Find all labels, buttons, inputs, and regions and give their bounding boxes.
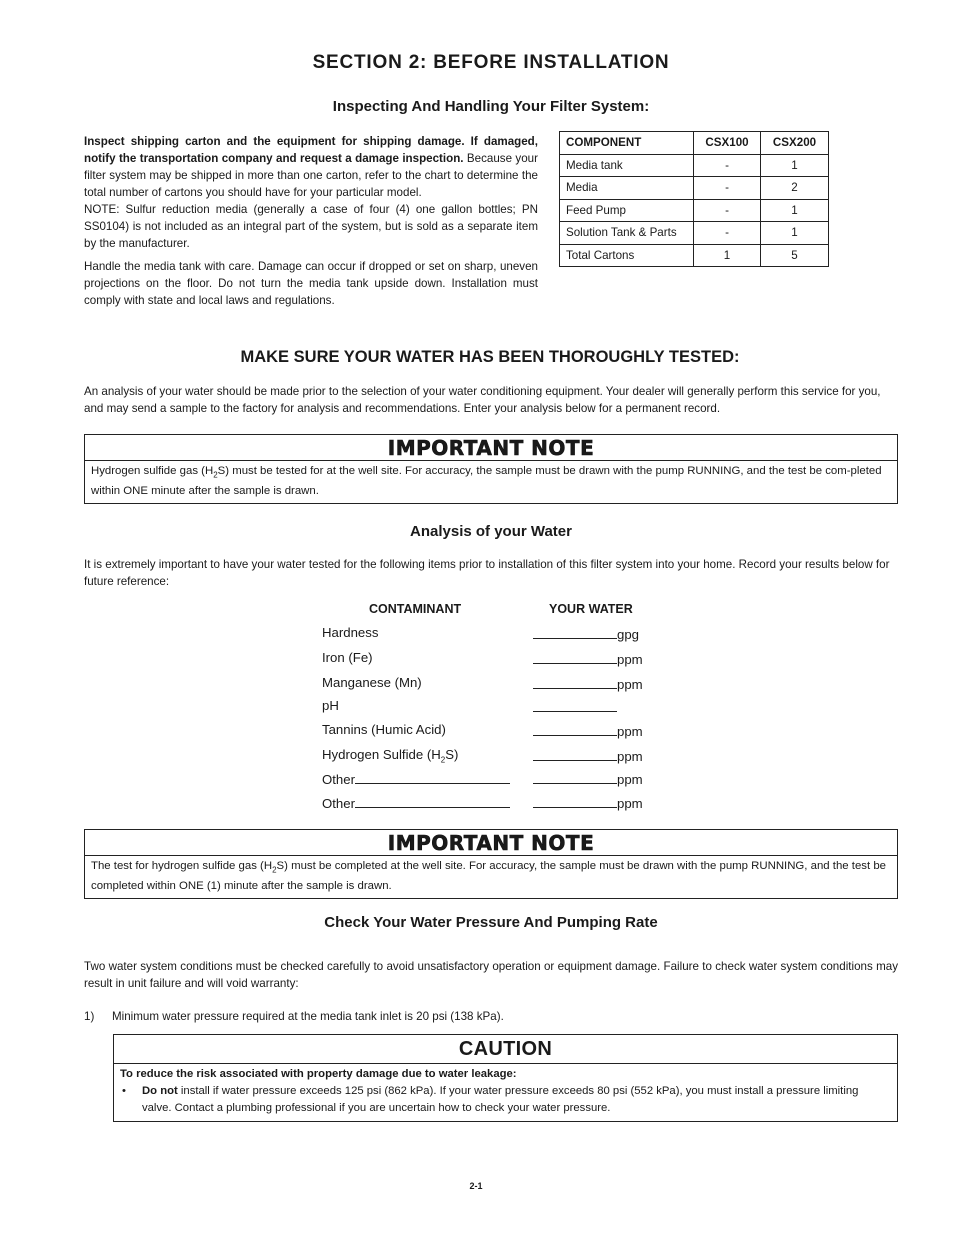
important-note-1-title: IMPORTANT NOTE bbox=[85, 435, 897, 461]
note1-subscript: 2 bbox=[213, 470, 218, 480]
component-table-header bbox=[560, 132, 829, 155]
note1-text-a: Hydrogen sulfide gas (H bbox=[91, 465, 214, 477]
important-note-2-text bbox=[85, 856, 897, 898]
caution-bullet-item bbox=[120, 1083, 891, 1117]
table-cell: Solution Tank & Parts bbox=[560, 222, 694, 245]
table-row bbox=[560, 199, 829, 222]
contaminant-iron: Iron (Fe) bbox=[322, 650, 373, 665]
table-cell: Feed Pump bbox=[560, 199, 694, 222]
header-csx100: CSX100 bbox=[694, 132, 761, 155]
table-cell: - bbox=[694, 199, 761, 222]
table-row bbox=[560, 222, 829, 245]
water-field-other-1: ppm bbox=[533, 770, 643, 787]
important-note-1-text bbox=[85, 461, 897, 503]
header-csx200: CSX200 bbox=[761, 132, 829, 155]
component-table bbox=[559, 131, 829, 267]
inspect-handling-paragraph: Handle the media tank with care. Damage can occur if dropped or set on sharp, uneven projections on the floor. Do not turn the media tank upside down. Installation must comply with state and local laws and regulations. bbox=[84, 260, 538, 307]
pressure-heading: Check Your Water Pressure And Pumping Rate bbox=[324, 914, 658, 931]
table-cell: Media tank bbox=[560, 154, 694, 177]
caution-box bbox=[113, 1034, 898, 1122]
tested-paragraph: An analysis of your water should be made prior to the selection of your water conditioning equipment. Your dealer will generally perform this service for you, and may send a sample to the factory for analysis and recommendations. Enter your analysis below for a permanent record. bbox=[84, 385, 881, 415]
table-cell: - bbox=[694, 154, 761, 177]
contaminant-tannins: Tannins (Humic Acid) bbox=[322, 722, 446, 737]
table-cell: Media bbox=[560, 177, 694, 200]
table-cell: 1 bbox=[761, 199, 829, 222]
pressure-item-text: Minimum water pressure required at the media tank inlet is 20 psi (138 kPa). bbox=[112, 1010, 504, 1023]
col-your-water: YOUR WATER bbox=[549, 602, 633, 616]
note2-text-a: The test for hydrogen sulfide gas (H bbox=[91, 860, 273, 872]
water-field-iron: ppm bbox=[533, 650, 643, 667]
caution-body bbox=[114, 1064, 897, 1121]
table-cell: 1 bbox=[694, 244, 761, 267]
note2-subscript: 2 bbox=[272, 865, 277, 875]
pressure-paragraph: Two water system conditions must be checked carefully to avoid unsatisfactory operation or equipment damage. Failure to check water system conditions may result in unit failure and will void warranty: bbox=[84, 960, 898, 990]
page-number: 2-1 bbox=[469, 1181, 483, 1191]
pressure-item-number: 1) bbox=[84, 1010, 95, 1023]
inspect-para1-rest: Because your filter system may be shipped in more than one carton, refer to the chart to determine the total number of cartons you should have for your particular model. bbox=[84, 152, 538, 199]
section-title: SECTION 2: BEFORE INSTALLATION bbox=[312, 52, 670, 73]
contaminant-other-1: Other bbox=[322, 770, 510, 787]
water-field-hydrogen-sulfide: ppm bbox=[533, 747, 643, 764]
contaminant-hydrogen-sulfide: Hydrogen Sulfide $(H_2S)$ bbox=[322, 747, 459, 765]
important-note-2-title: IMPORTANT NOTE bbox=[85, 830, 897, 856]
caution-lead: To reduce the risk associated with property damage due to water leakage: bbox=[120, 1068, 517, 1080]
analysis-paragraph: It is extremely important to have your water tested for the following items prior to installation of this filter system into your home. Record your results below for future reference: bbox=[84, 558, 890, 588]
water-field-tannins: ppm bbox=[533, 722, 643, 739]
contaminant-manganese: Manganese (Mn) bbox=[322, 675, 422, 690]
col-contaminant: CONTAMINANT bbox=[369, 602, 462, 616]
contaminant-ph: pH bbox=[322, 698, 339, 713]
table-row bbox=[560, 154, 829, 177]
caution-title: CAUTION bbox=[114, 1035, 897, 1064]
note1-text-b: S) must be tested for at the well site. For accuracy, the sample must be drawn with the pump RUNNING, and the test be com-pleted within ONE minute after the sample is drawn. bbox=[91, 465, 882, 498]
table-cell: 2 bbox=[761, 177, 829, 200]
tested-heading: MAKE SURE YOUR WATER HAS BEEN THOROUGHLY TESTED: bbox=[240, 348, 740, 366]
header-component: COMPONENT bbox=[560, 132, 694, 155]
table-cell: - bbox=[694, 222, 761, 245]
contaminant-hardness: Hardness bbox=[322, 625, 379, 640]
note2-text-b: S) must be completed at the well site. For accuracy, the sample must be drawn with the pump RUNNING, and the test be completed within ONE (1) minute after the sample is drawn. bbox=[91, 860, 886, 893]
bullet-icon: • bbox=[122, 1085, 126, 1097]
inspect-note: NOTE: Sulfur reduction media (generally a case of four (4) one gallon bottles; PN SS0104) is not included as an integral part of the system, but is sold as a separate item by the manufacturer. bbox=[84, 203, 538, 250]
water-field-ph bbox=[533, 698, 617, 715]
inspect-paragraph bbox=[84, 133, 538, 201]
table-row bbox=[560, 244, 829, 267]
water-field-manganese: ppm bbox=[533, 675, 643, 692]
inspect-heading: Inspecting And Handling Your Filter System: bbox=[332, 98, 650, 115]
analysis-heading: Analysis of your Water bbox=[410, 523, 572, 540]
table-cell: 1 bbox=[761, 154, 829, 177]
table-cell: 1 bbox=[761, 222, 829, 245]
water-field-other-2: ppm bbox=[533, 794, 643, 811]
contaminant-other-2: Other bbox=[322, 794, 510, 811]
caution-bullet-text: Do not install if water pressure exceeds 125 psi (862 kPa). If your water pressure exceeds 80 psi (552 kPa), you must install a pressure limiting valve. Contact a plumbing professional if you are uncertain how to check your water pressure. bbox=[142, 1085, 859, 1114]
table-cell: Total Cartons bbox=[560, 244, 694, 267]
table-row bbox=[560, 177, 829, 200]
water-field-hardness: gpg bbox=[533, 625, 639, 642]
table-cell: 5 bbox=[761, 244, 829, 267]
table-cell: - bbox=[694, 177, 761, 200]
inspect-para1-bold: Inspect shipping carton and the equipment for shipping damage. If damaged, notify the transportation company and request a damage inspection. bbox=[84, 135, 538, 165]
important-note-1 bbox=[84, 434, 898, 504]
important-note-2 bbox=[84, 829, 898, 899]
